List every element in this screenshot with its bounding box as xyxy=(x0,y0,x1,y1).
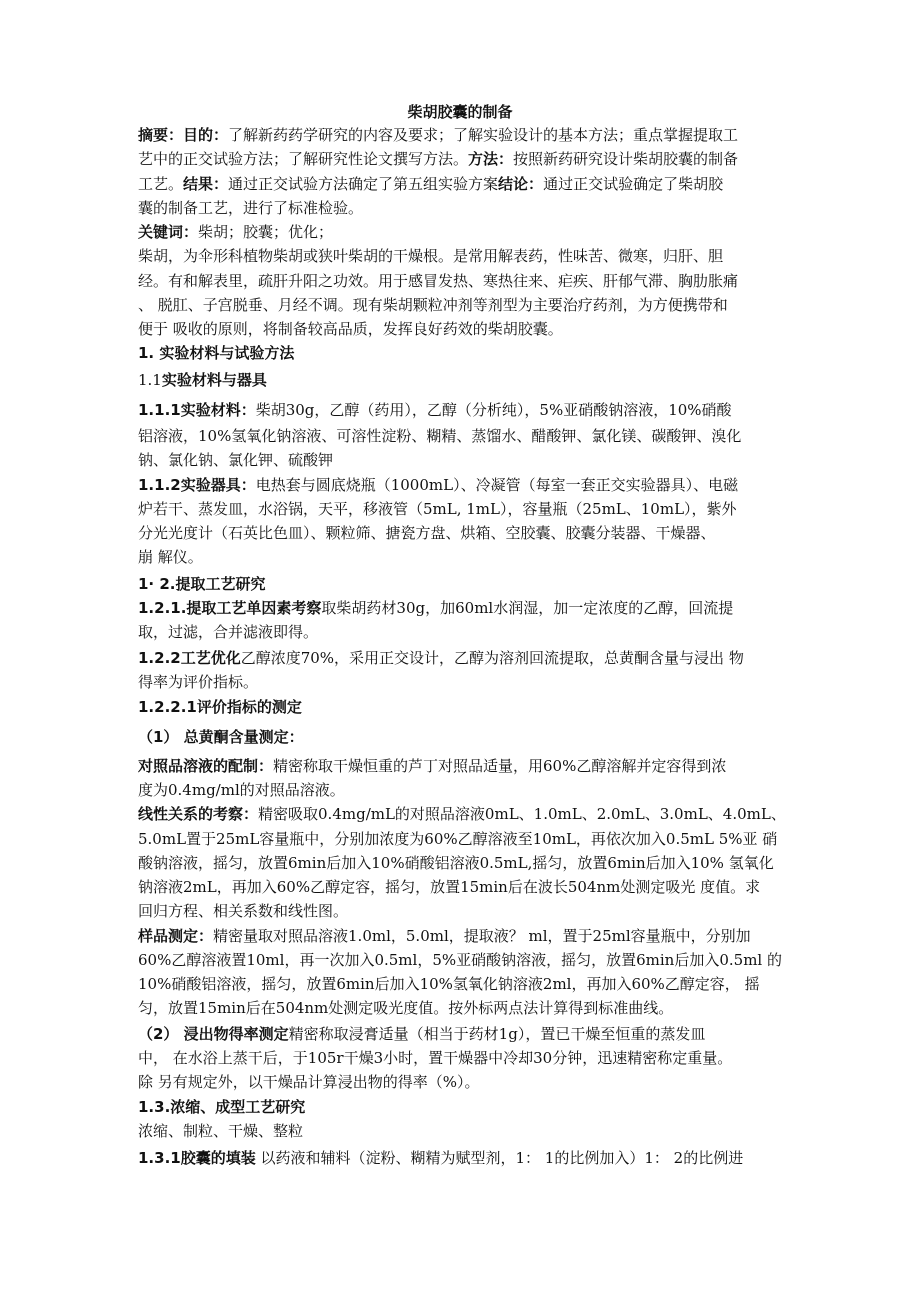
body-text: 精密称取浸膏适量（相当于药材1g），置已干燥至恒重的蒸发皿 xyxy=(288,1025,706,1043)
body-text: 、 脱肛、子宫脱垂、月经不调。现有柴胡颗粒冲剂等剂型为主要治疗药剂，为方便携带和 xyxy=(138,296,728,314)
text-line xyxy=(138,425,741,447)
bold-text: 1.2.2.1评价指标的测定 xyxy=(138,698,302,716)
text-line xyxy=(138,925,751,947)
body-text: 柴胡30g，乙醇（药用），乙醇（分析纯），5%亚硝酸钠溶液，10%硝酸 xyxy=(255,401,732,419)
text-line xyxy=(138,803,786,825)
text-line xyxy=(138,342,294,364)
text-line xyxy=(138,949,782,971)
body-text: 乙醇浓度70%，采用正交设计，乙醇为溶剂回流提取，总黄酮含量与浸出 物 xyxy=(240,649,744,667)
body-text: 取柴胡药材30g，加60ml水润湿，加一定浓度的乙醇，回流提 xyxy=(321,599,734,617)
bold-text: 实验材料与器具 xyxy=(161,371,267,389)
text-line xyxy=(138,997,673,1019)
text-line xyxy=(138,546,203,568)
body-text: 酸钠溶液，摇匀，放置6min后加入10%硝酸铝溶液0.5mL,摇匀，放置6min后加入10% 氢氧化 xyxy=(138,854,774,872)
bold-text: 关键词： xyxy=(138,223,199,241)
text-line xyxy=(138,294,728,316)
body-text: 精密吸取0.4mg/mL的对照品溶液0mL、1.0mL、2.0mL、3.0mL、4.0mL、 xyxy=(258,805,786,823)
bold-text: 摘要： xyxy=(138,126,184,144)
body-text: 通过正交试验确定了柴胡胶 xyxy=(543,175,724,193)
body-text: 浓缩、制粒、干燥、整粒 xyxy=(138,1122,304,1140)
text-line xyxy=(138,197,363,219)
body-text: 崩 解仪。 xyxy=(138,548,203,566)
text-line xyxy=(138,399,732,421)
bold-text: 目的： xyxy=(183,126,229,144)
bold-text: 结果： xyxy=(183,175,229,193)
text-line xyxy=(138,647,744,669)
body-text: 按照新药研究设计柴胡胶囊的制备 xyxy=(513,150,739,168)
text-line xyxy=(138,696,302,718)
bold-text: 1.2.1.提取工艺单因素考察 xyxy=(138,599,322,617)
body-text: 以药液和辅料（淀粉、糊精为赋型剂，1： 1的比例加入）1： 2的比例进 xyxy=(255,1149,744,1167)
body-text: 钠溶液2mL，再加入60%乙醇定容，摇匀，放置15min后在波长504nm处测定吸光 度值。求 xyxy=(138,878,761,896)
body-text: 精密量取对照品溶液1.0ml，5.0ml，提取液？ ml，置于25ml容量瓶中，分别加 xyxy=(213,927,751,945)
bold-text: 1.2.2工艺优化 xyxy=(138,649,241,667)
text-line xyxy=(138,1023,705,1045)
body-text: 60%乙醇溶液置10ml，再一次加入0.5ml，5%亚硝酸钠溶液，摇匀，放置6min后加入0.5ml 的 xyxy=(138,951,782,969)
text-line xyxy=(138,755,726,777)
body-text: 中， 在水浴上蒸干后，于105r干燥3小时，置干燥器中冷却30分钟，迅速精密称定重量。 xyxy=(138,1049,733,1067)
document-title: 柴胡胶囊的制备 xyxy=(407,103,513,121)
bold-text: 线性关系的考察： xyxy=(138,805,259,823)
body-text: 分光光度计（石英比色皿）、颗粒筛、搪瓷方盘、烘箱、空胶囊、胶囊分装器、干燥器、 xyxy=(138,524,716,542)
text-line xyxy=(138,671,258,693)
body-text: 经。有和解表里，疏肝升阳之功效。用于感冒发热、寒热往来、疟疾、肝郁气滞、胸肋胀痛 xyxy=(138,272,739,290)
body-text: 取，过滤，合并滤液即得。 xyxy=(138,623,319,641)
text-line xyxy=(138,173,723,195)
text-line xyxy=(138,876,760,898)
text-line xyxy=(138,828,777,850)
text-line xyxy=(138,148,738,170)
text-line xyxy=(138,474,738,496)
body-text: 精密称取干燥恒重的芦丁对照品适量，用60%乙醇溶解并定容得到浓 xyxy=(273,757,727,775)
body-text: 便于 吸收的原则，将制备较高品质，发挥良好药效的柴胡胶囊。 xyxy=(138,320,563,338)
bold-text: 对照品溶液的配制： xyxy=(138,757,274,775)
body-text: 钠、氯化钠、氯化钾、硫酸钾 xyxy=(138,451,334,469)
body-text: 炉若干、蒸发皿，水浴锅，天平，移液管（5mL, 1mL），容量瓶（25mL、10mL），紫外 xyxy=(138,500,737,518)
text-line xyxy=(138,621,318,643)
text-line xyxy=(138,1096,305,1118)
text-line xyxy=(138,779,345,801)
text-line xyxy=(138,1047,732,1069)
bold-text: 1. 实验材料与试验方法 xyxy=(138,344,295,362)
text-line xyxy=(138,900,348,922)
bold-text: 方法： xyxy=(468,150,514,168)
body-text: 艺中的正交试验方法；了解研究性论文撰写方法。 xyxy=(138,150,469,168)
body-text: 度为0.4mg/ml的对照品溶液。 xyxy=(138,781,345,799)
bold-text: 1.3.浓缩、成型工艺研究 xyxy=(138,1098,306,1116)
body-text: 除 另有规定外，以干燥品计算浸出物的得率（%）。 xyxy=(138,1073,480,1091)
text-line xyxy=(138,498,737,520)
body-text: 柴胡；胶囊；优化； xyxy=(198,223,334,241)
bold-text: 1.1.2实验器具： xyxy=(138,476,256,494)
body-text: 1.1 xyxy=(138,371,162,389)
bold-text: 结论： xyxy=(498,175,544,193)
text-line xyxy=(138,973,760,995)
text-line xyxy=(138,318,563,340)
body-text: 电热套与圆底烧瓶（1000mL）、冷凝管（每室一套正交实验器具）、电磁 xyxy=(255,476,739,494)
text-line xyxy=(138,124,738,146)
bold-text: 1.3.1胶囊的填装 xyxy=(138,1149,256,1167)
text-line xyxy=(138,449,333,471)
body-text: 囊的制备工艺，进行了标准检验。 xyxy=(138,199,364,217)
body-text: 工艺。 xyxy=(138,175,184,193)
text-line xyxy=(138,852,774,874)
body-text: 得率为评价指标。 xyxy=(138,673,259,691)
body-text: 铝溶液，10%氢氧化钠溶液、可溶性淀粉、糊精、蒸馏水、醋酸钾、氯化镁、碳酸钾、溴化 xyxy=(138,427,742,445)
body-text: 10%硝酸铝溶液，摇匀，放置6min后加入10%氢氧化钠溶液2ml，再加入60%乙醇定容， 摇 xyxy=(138,975,760,993)
text-line xyxy=(138,245,723,267)
text-line xyxy=(138,597,733,619)
bold-text: 样品测定： xyxy=(138,927,214,945)
body-text: 回归方程、相关系数和线性图。 xyxy=(138,902,349,920)
body-text: 匀，放置15min后在504nm处测定吸光度值。按外标两点法计算得到标准曲线。 xyxy=(138,999,674,1017)
bold-text: （1） 总黄酮含量测定： xyxy=(138,728,304,746)
body-text: 通过正交试验方法确定了第五组实验方案 xyxy=(228,175,499,193)
text-line xyxy=(138,270,738,292)
text-line xyxy=(138,573,266,595)
text-line xyxy=(138,221,333,243)
text-line xyxy=(138,726,304,748)
text-line xyxy=(138,1147,743,1169)
bold-text: （2） 浸出物得率测定 xyxy=(138,1025,289,1043)
text-line xyxy=(138,369,267,391)
text-line xyxy=(138,522,716,544)
body-text: 柴胡，为伞形科植物柴胡或狭叶柴胡的干燥根。是常用解表药，性味苦、微寒，归肝、胆 xyxy=(138,247,724,265)
bold-text: 1· 2.提取工艺研究 xyxy=(138,575,266,593)
text-line xyxy=(138,1120,303,1142)
bold-text: 1.1.1实验材料： xyxy=(138,401,256,419)
body-text: 了解新药药学研究的内容及要求；了解实验设计的基本方法；重点掌握提取工 xyxy=(228,126,739,144)
body-text: 5.0mL置于25mL容量瓶中，分别加浓度为60%乙醇溶液至10mL，再依次加入0.5mL 5%亚 硝 xyxy=(138,830,778,848)
text-line xyxy=(138,1071,480,1093)
